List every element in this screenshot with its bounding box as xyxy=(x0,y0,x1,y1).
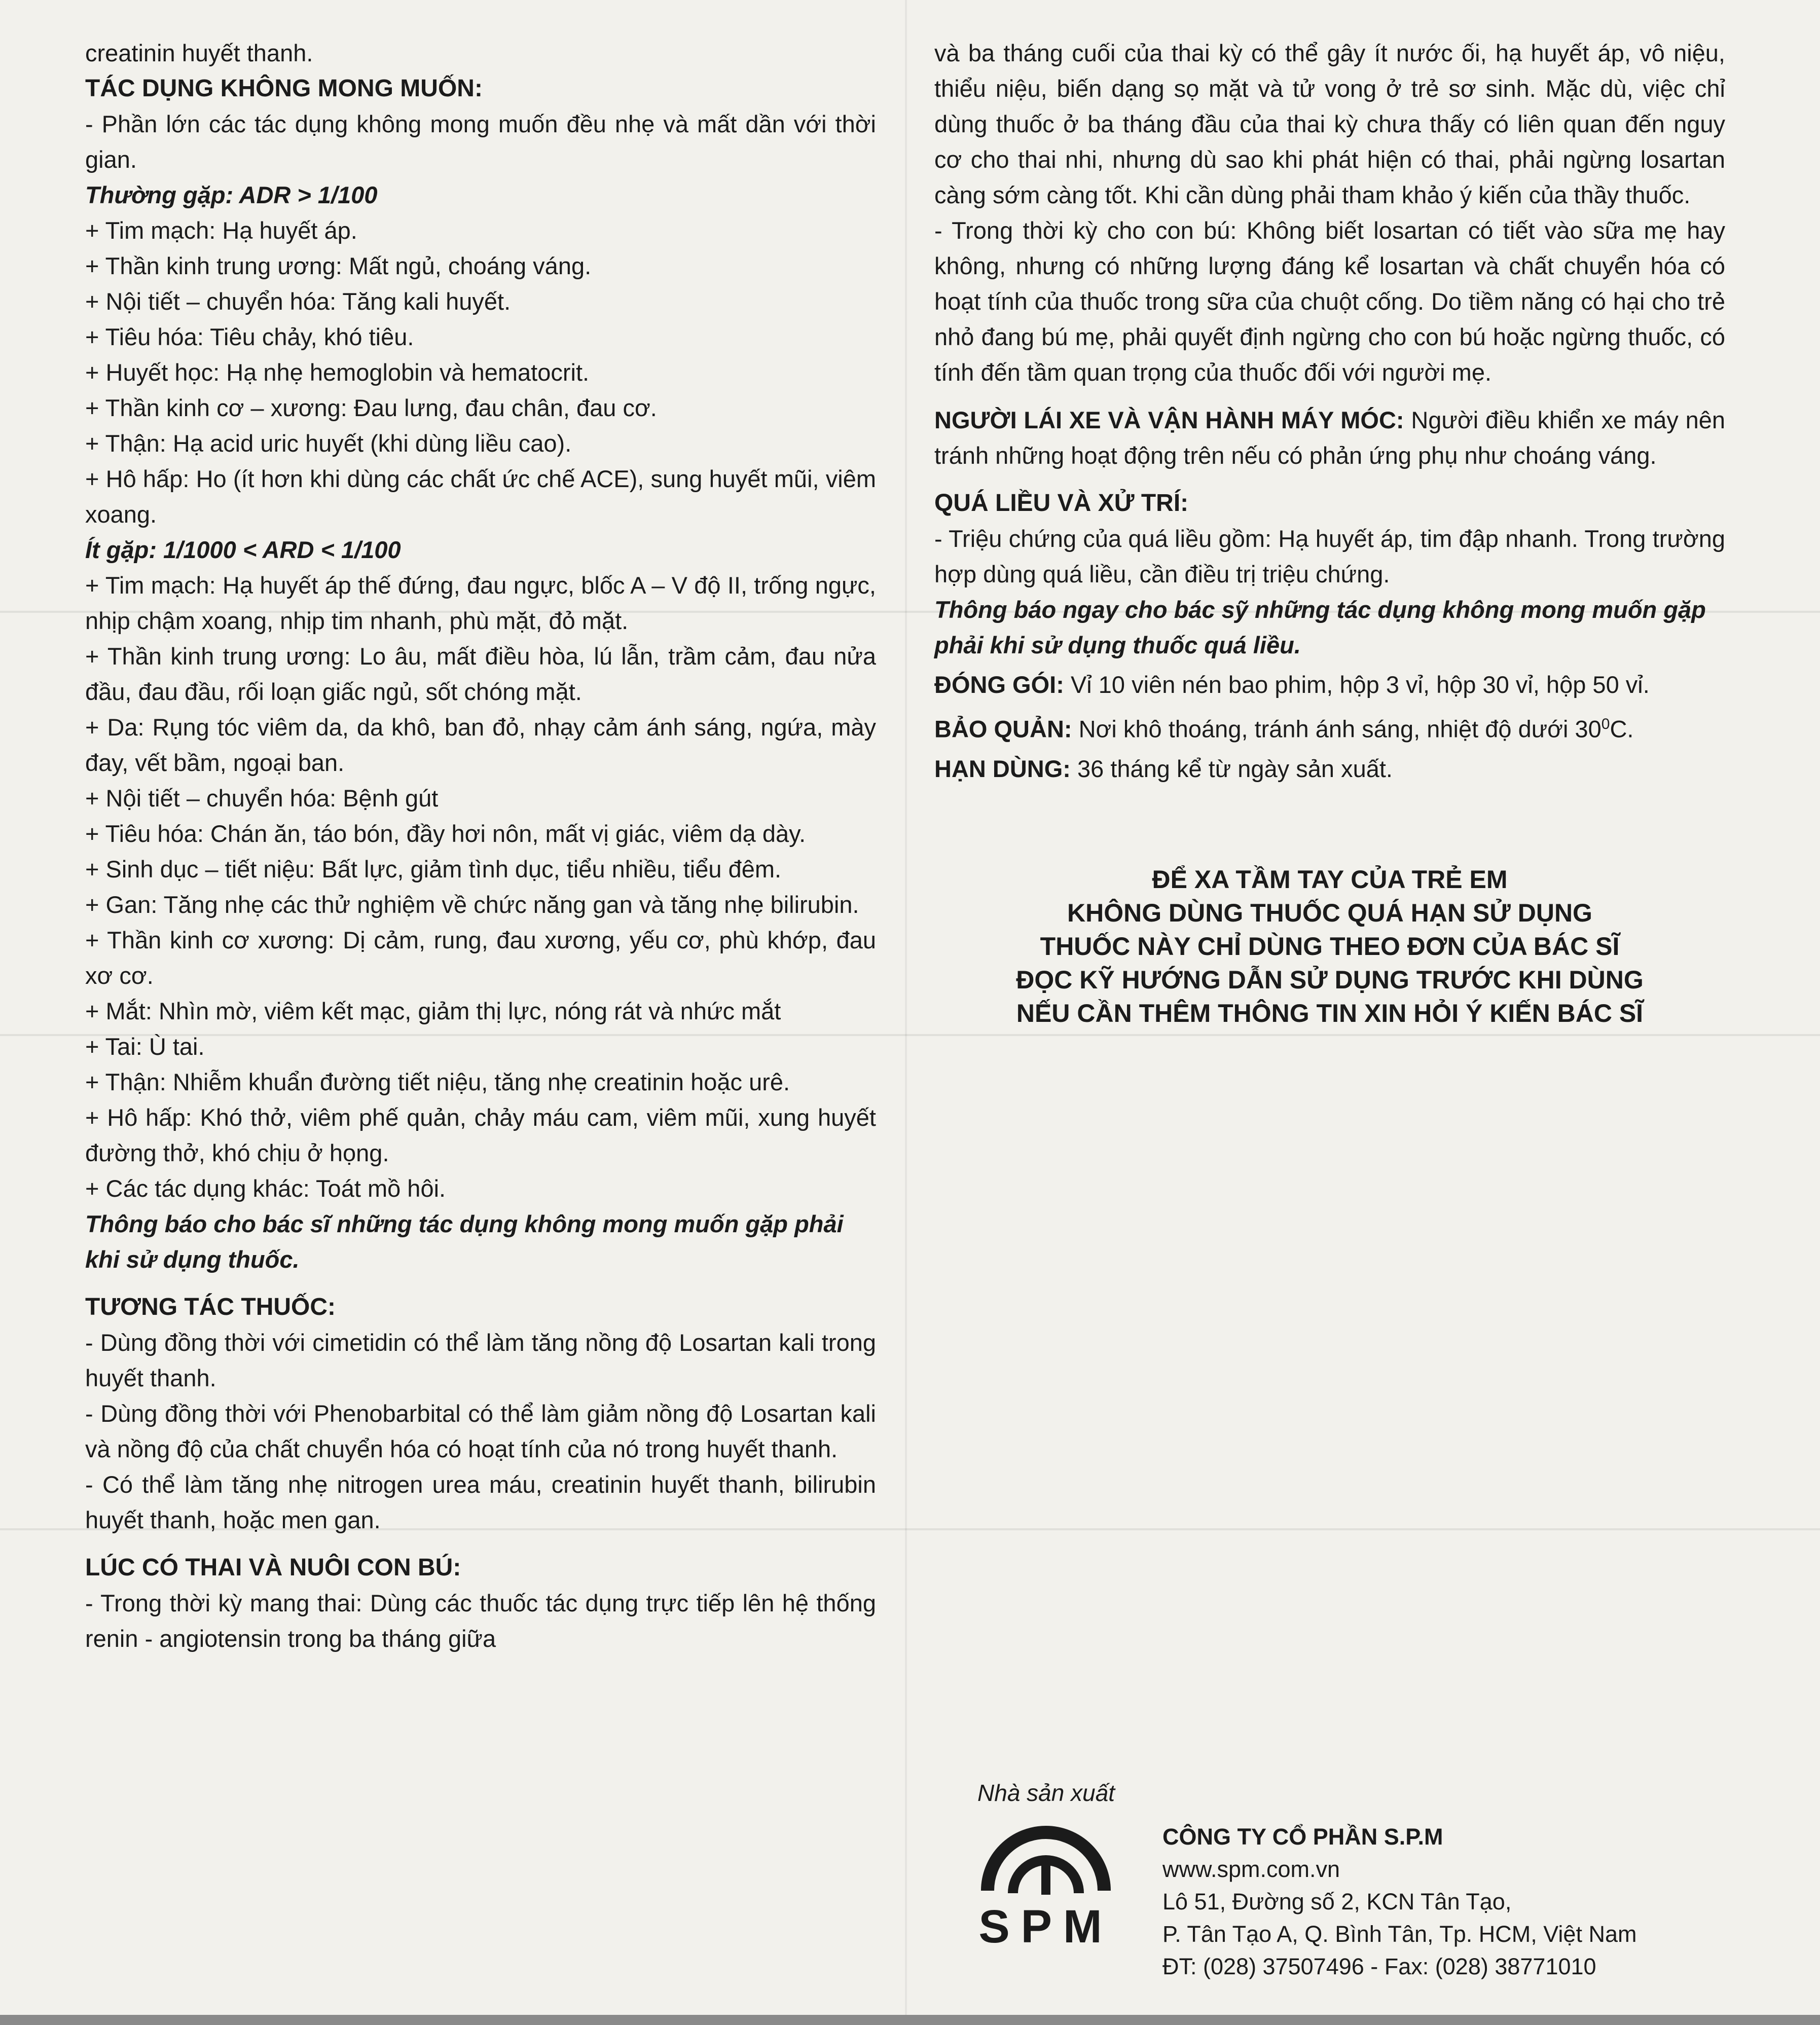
pregnancy-text: - Trong thời kỳ mang thai: Dùng các thuốc tác dụng trực tiếp lên hệ thống renin - angiotensin trong ba tháng giữa xyxy=(85,1590,876,1652)
list-item: + Mắt: Nhìn mờ, viêm kết mạc, giảm thị lực, nóng rát và nhức mắt xyxy=(85,998,781,1024)
manufacturer-block xyxy=(934,1779,1725,1979)
list-item: + Thận: Hạ acid uric huyết (khi dùng liều cao). xyxy=(85,430,572,457)
company-address-line2: P. Tân Tạo A, Q. Bình Tân, Tp. HCM, Việt Nam xyxy=(1162,1921,1637,1947)
list-item: + Thần kinh cơ – xương: Đau lưng, đau chân, đau cơ. xyxy=(85,394,657,421)
storage-unit: C. xyxy=(1610,715,1634,743)
driving-section xyxy=(934,402,1725,473)
list-item: + Hô hấp: Ho (ít hơn khi dùng các chất ức chế ACE), sung huyết mũi, viêm xoang. xyxy=(85,465,876,528)
list-item: + Tim mạch: Hạ huyết áp thế đứng, đau ngực, blốc A – V độ II, trống ngực, nhịp chậm xoang, nhịp tim nhanh, phù mặt, đỏ mặt. xyxy=(85,572,876,634)
pregnancy-continued-text: và ba tháng cuối của thai kỳ có thể gây ít nước ối, hạ huyết áp, vô niệu, thiểu niệu, biến dạng sọ mặt và tử vong ở trẻ sơ sinh. Mặc dù, việc chỉ dùng thuốc ở ba tháng đầu của thai kỳ chưa thấy có liên quan đến nguy cơ cho thai nhi, nhưng dù sao khi phát hiện có thai, phải ngừng losartan càng sớm càng tốt. Khi cần dùng phải tham khảo ý kiến của thầy thuốc. xyxy=(934,40,1725,208)
warning-block xyxy=(934,863,1725,1030)
list-item: + Thần kinh cơ xương: Dị cảm, rung, đau xương, yếu cơ, phù khớp, đau xơ cơ. xyxy=(85,927,876,989)
warning-line: ĐỂ XA TẦM TAY CỦA TRẺ EM xyxy=(1152,865,1508,894)
list-item: + Tim mạch: Hạ huyết áp. xyxy=(85,217,357,244)
list-item: + Tiêu hóa: Tiêu chảy, khó tiêu. xyxy=(85,323,414,350)
packaging-label: ĐÓNG GÓI: xyxy=(934,671,1064,698)
storage-section xyxy=(934,707,1725,747)
company-info xyxy=(1162,1821,1636,1983)
expiry-label: HẠN DÙNG: xyxy=(934,755,1071,782)
list-item: + Gan: Tăng nhẹ các thử nghiệm về chức năng gan và tăng nhẹ bilirubin. xyxy=(85,891,859,918)
expiry-section xyxy=(934,751,1725,787)
list-item: + Sinh dục – tiết niệu: Bất lực, giảm tình dục, tiểu nhiều, tiểu đêm. xyxy=(85,856,782,882)
spm-logo xyxy=(965,1810,1127,1952)
right-column xyxy=(934,35,1725,1030)
warning-line: THUỐC NÀY CHỈ DÙNG THEO ĐƠN CỦA BÁC SĨ xyxy=(1040,932,1620,961)
list-item: + Tai: Ù tai. xyxy=(85,1033,205,1060)
list-item: + Thần kinh trung ương: Lo âu, mất điều hòa, lú lẫn, trầm cảm, đau nửa đầu, đau đầu, rối loạn giấc ngủ, sốt chóng mặt. xyxy=(85,643,876,705)
pregnancy-heading: LÚC CÓ THAI VÀ NUÔI CON BÚ: xyxy=(85,1554,461,1581)
common-effects-heading: Thường gặp: ADR > 1/100 xyxy=(85,181,378,208)
list-item: + Da: Rụng tóc viêm da, da khô, ban đỏ, nhạy cảm ánh sáng, ngứa, mày đay, vết bầm, ngoại ban. xyxy=(85,714,876,776)
list-item: + Tiêu hóa: Chán ăn, táo bón, đầy hơi nôn, mất vị giác, viêm dạ dày. xyxy=(85,820,806,847)
list-item: + Các tác dụng khác: Toát mồ hôi. xyxy=(85,1175,446,1202)
interaction-item: - Dùng đồng thời với Phenobarbital có thể làm giảm nồng độ Losartan kali và nồng độ của chất chuyển hóa có hoạt tính của nó trong huyết thanh. xyxy=(85,1400,876,1462)
side-effects-intro: - Phần lớn các tác dụng không mong muốn đều nhẹ và mất dần với thời gian. xyxy=(85,111,876,173)
interactions-heading: TƯƠNG TÁC THUỐC: xyxy=(85,1294,336,1320)
company-website: www.spm.com.vn xyxy=(1162,1856,1340,1882)
overdose-notice: Thông báo ngay cho bác sỹ những tác dụng không mong muốn gặp phải khi sử dụng thuốc quá liều. xyxy=(934,596,1706,658)
list-item: + Nội tiết – chuyển hóa: Tăng kali huyết. xyxy=(85,288,511,315)
driving-text: Người điều khiển xe máy nên tránh những hoạt động trên nếu có phản ứng phụ như choáng váng. xyxy=(934,407,1726,469)
warning-line: ĐỌC KỸ HƯỚNG DẪN SỬ DỤNG TRƯỚC KHI DÙNG xyxy=(1016,965,1644,994)
warning-line: NẾU CẦN THÊM THÔNG TIN XIN HỎI Ý KIẾN BÁC SĨ xyxy=(1016,999,1644,1027)
list-item: + Thận: Nhiễm khuẩn đường tiết niệu, tăng nhẹ creatinin hoặc urê. xyxy=(85,1069,790,1095)
company-name: CÔNG TY CỔ PHẦN S.P.M xyxy=(1162,1824,1443,1850)
overdose-text: - Triệu chứng của quá liều gồm: Hạ huyết áp, tim đập nhanh. Trong trường hợp dùng quá liều, cần điều trị triệu chứng. xyxy=(934,525,1725,587)
interaction-item: - Dùng đồng thời với cimetidin có thể làm tăng nồng độ Losartan kali trong huyết thanh. xyxy=(85,1329,876,1391)
rare-effects-list xyxy=(85,568,876,1206)
list-item: + Nội tiết – chuyển hóa: Bệnh gút xyxy=(85,785,439,812)
company-address-line1: Lô 51, Đường số 2, KCN Tân Tạo, xyxy=(1162,1889,1512,1914)
breastfeeding-text: - Trong thời kỳ cho con bú: Không biết losartan có tiết vào sữa mẹ hay không, nhưng có những lượng đáng kể losartan và chất chuyển hóa có hoạt tính của thuốc trong sữa của chuột cống. Do tiềm năng có hại cho trẻ nhỏ đang bú mẹ, phải quyết định ngừng cho con bú hoặc ngừng thuốc, có tính đến tầm quan trọng của thuốc đối với người mẹ. xyxy=(934,217,1725,386)
storage-text: Nơi khô thoáng, tránh ánh sáng, nhiệt độ dưới 30 xyxy=(1072,715,1601,743)
interaction-item: - Có thể làm tăng nhẹ nitrogen urea máu, creatinin huyết thanh, bilirubin huyết thanh, hoặc men gan. xyxy=(85,1471,876,1533)
intro-text: creatinin huyết thanh. xyxy=(85,40,313,66)
side-effects-notice: Thông báo cho bác sĩ những tác dụng không mong muốn gặp phải khi sử dụng thuốc. xyxy=(85,1210,844,1273)
manufacturer-label: Nhà sản xuất xyxy=(977,1780,1115,1806)
list-item: + Hô hấp: Khó thở, viêm phế quản, chảy máu cam, viêm mũi, xung huyết đường thở, khó chịu ở họng. xyxy=(85,1104,876,1166)
warning-line: KHÔNG DÙNG THUỐC QUÁ HẠN SỬ DỤNG xyxy=(1067,898,1592,927)
company-phone: ĐT: (028) 37507496 - Fax: (028) 38771010 xyxy=(1162,1954,1596,1979)
scan-edge xyxy=(0,2015,1820,2025)
spm-logo-text: SPM xyxy=(978,1901,1113,1952)
degree-mark: 0 xyxy=(1601,716,1610,732)
list-item: + Thần kinh trung ương: Mất ngủ, choáng váng. xyxy=(85,252,592,279)
side-effects-heading: TÁC DỤNG KHÔNG MONG MUỐN: xyxy=(85,75,483,102)
paper-fold xyxy=(905,0,907,2025)
rare-effects-heading: Ít gặp: 1/1000 < ARD < 1/100 xyxy=(85,536,401,563)
packaging-section xyxy=(934,667,1725,703)
storage-label: BẢO QUẢN: xyxy=(934,715,1072,743)
driving-heading: NGƯỜI LÁI XE VÀ VẬN HÀNH MÁY MÓC: xyxy=(934,407,1404,433)
list-item: + Huyết học: Hạ nhẹ hemoglobin và hematocrit. xyxy=(85,359,590,386)
overdose-heading: QUÁ LIỀU VÀ XỬ TRÍ: xyxy=(934,490,1189,517)
expiry-text: 36 tháng kể từ ngày sản xuất. xyxy=(1070,755,1393,782)
common-effects-list xyxy=(85,213,876,532)
left-column xyxy=(85,35,876,1656)
packaging-text: Vỉ 10 viên nén bao phim, hộp 3 vỉ, hộp 30 vỉ, hộp 50 vỉ. xyxy=(1064,671,1650,698)
